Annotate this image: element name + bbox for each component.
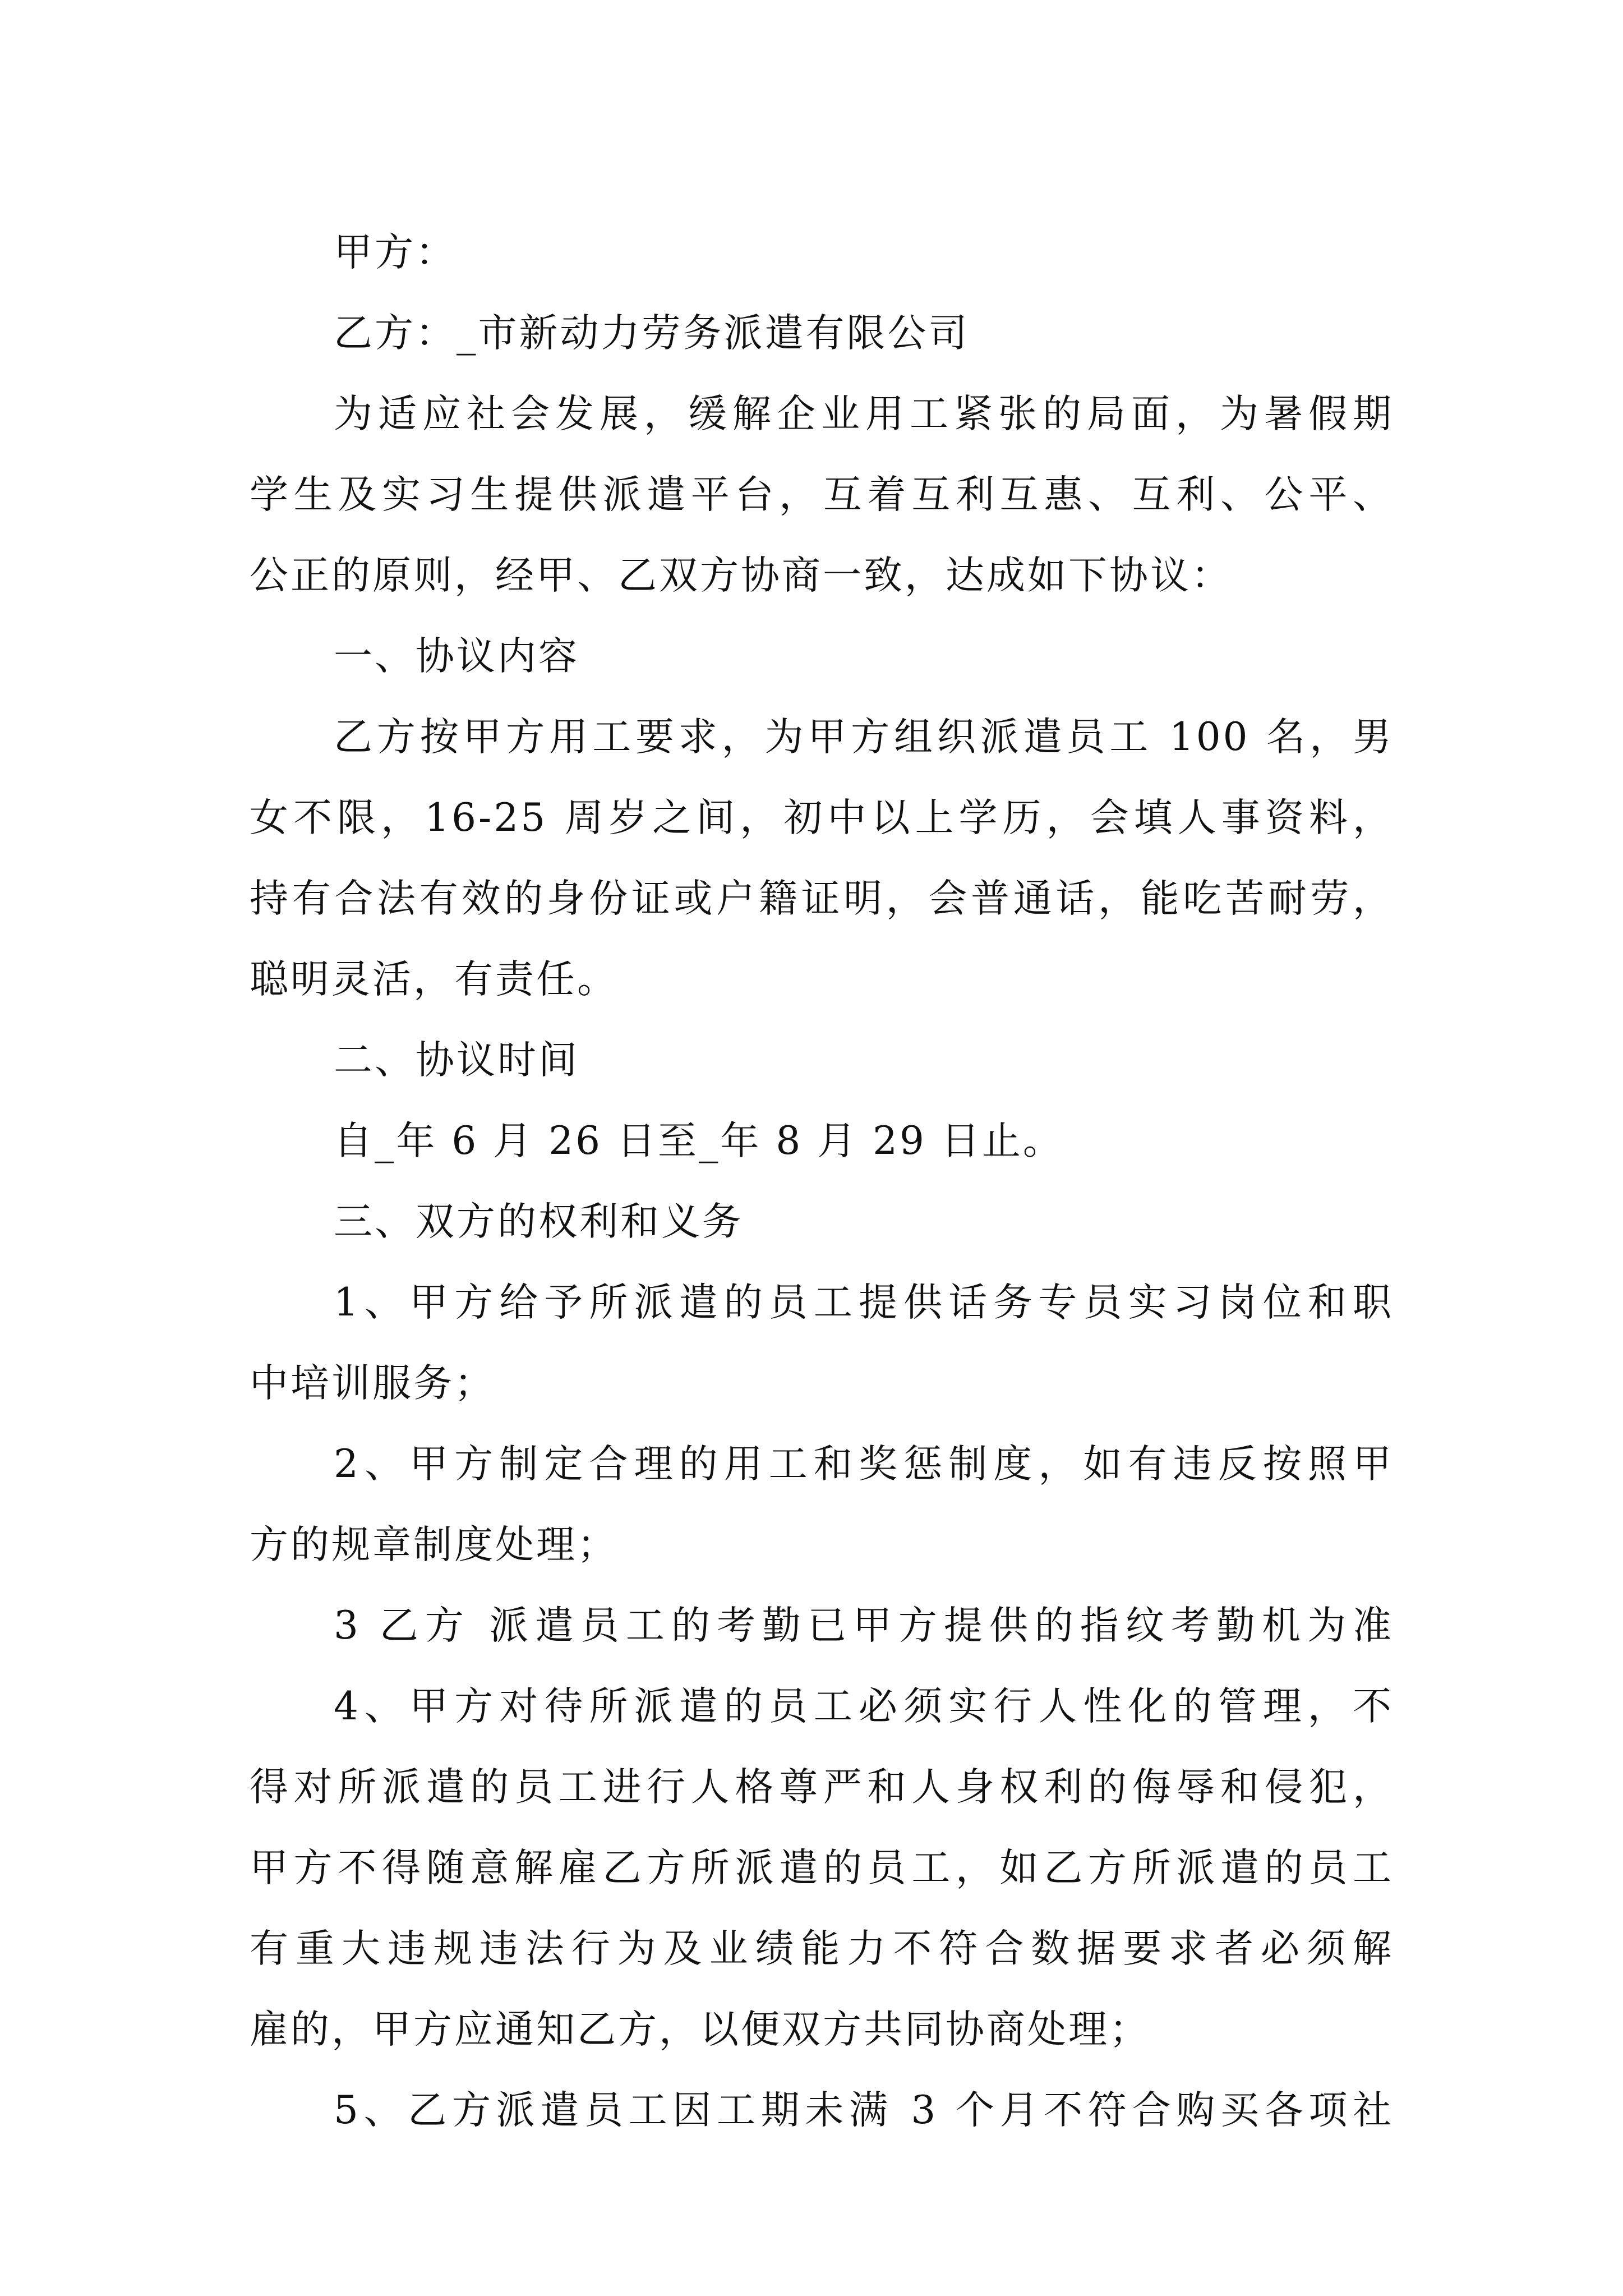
preamble-line-2: 学生及实习生提供派遣平台，互着互利互惠、互利、公平、	[250, 472, 1394, 517]
clause-1-line-2: 中培训服务；	[250, 1361, 495, 1406]
clause-4-line-5: 雇的，甲方应通知乙方，以便双方共同协商处理；	[250, 2007, 1150, 2052]
section-heading-content: 一、协议内容	[334, 634, 579, 679]
content-line-3: 持有合法有效的身份证或户籍证明，会普通话，能吃苦耐劳，	[250, 876, 1394, 921]
section-heading-rights: 三、双方的权利和义务	[334, 1199, 743, 1244]
party-b-line: 乙方：_市新动力劳务派遣有限公司	[334, 311, 970, 356]
document-body	[250, 212, 1394, 2151]
clause-4-line-4: 有重大违规违法行为及业绩能力不符合数据要求者必须解	[250, 1926, 1394, 1971]
preamble-line-3: 公正的原则，经甲、乙双方协商一致，达成如下协议：	[250, 553, 1232, 598]
section-heading-time: 二、协议时间	[334, 1038, 579, 1083]
clause-3-line-1: 3 乙方 派遣员工的考勤已甲方提供的指纹考勤机为准	[334, 1603, 1394, 1648]
clause-4-line-1: 4、甲方对待所派遣的员工必须实行人性化的管理，不	[334, 1684, 1394, 1729]
clause-1-line-1: 1、甲方给予所派遣的员工提供话务专员实习岗位和职	[334, 1280, 1394, 1325]
party-a-line: 甲方：	[334, 230, 457, 275]
clause-4-line-2: 得对所派遣的员工进行人格尊严和人身权利的侮辱和侵犯，	[250, 1765, 1394, 1810]
clause-5-line-1: 5、乙方派遣员工因工期未满 3 个月不符合购买各项社	[334, 2088, 1394, 2133]
clause-2-line-2: 方的规章制度处理；	[250, 1522, 618, 1567]
content-line-2: 女不限，16-25 周岁之间，初中以上学历，会填人事资料，	[250, 795, 1394, 840]
content-line-4: 聪明灵活，有责任。	[250, 957, 618, 1002]
clause-2-line-1: 2、甲方制定合理的用工和奖惩制度，如有违反按照甲	[334, 1442, 1394, 1487]
content-line-1: 乙方按甲方用工要求，为甲方组织派遣员工 100 名，男	[334, 715, 1394, 760]
preamble-line-1: 为适应社会发展，缓解企业用工紧张的局面，为暑假期	[334, 392, 1394, 436]
time-line: 自_年 6 月 26 日至_年 8 月 29 日止。	[334, 1119, 1064, 1163]
clause-4-line-3: 甲方不得随意解雇乙方所派遣的员工，如乙方所派遣的员工	[250, 1846, 1394, 1890]
